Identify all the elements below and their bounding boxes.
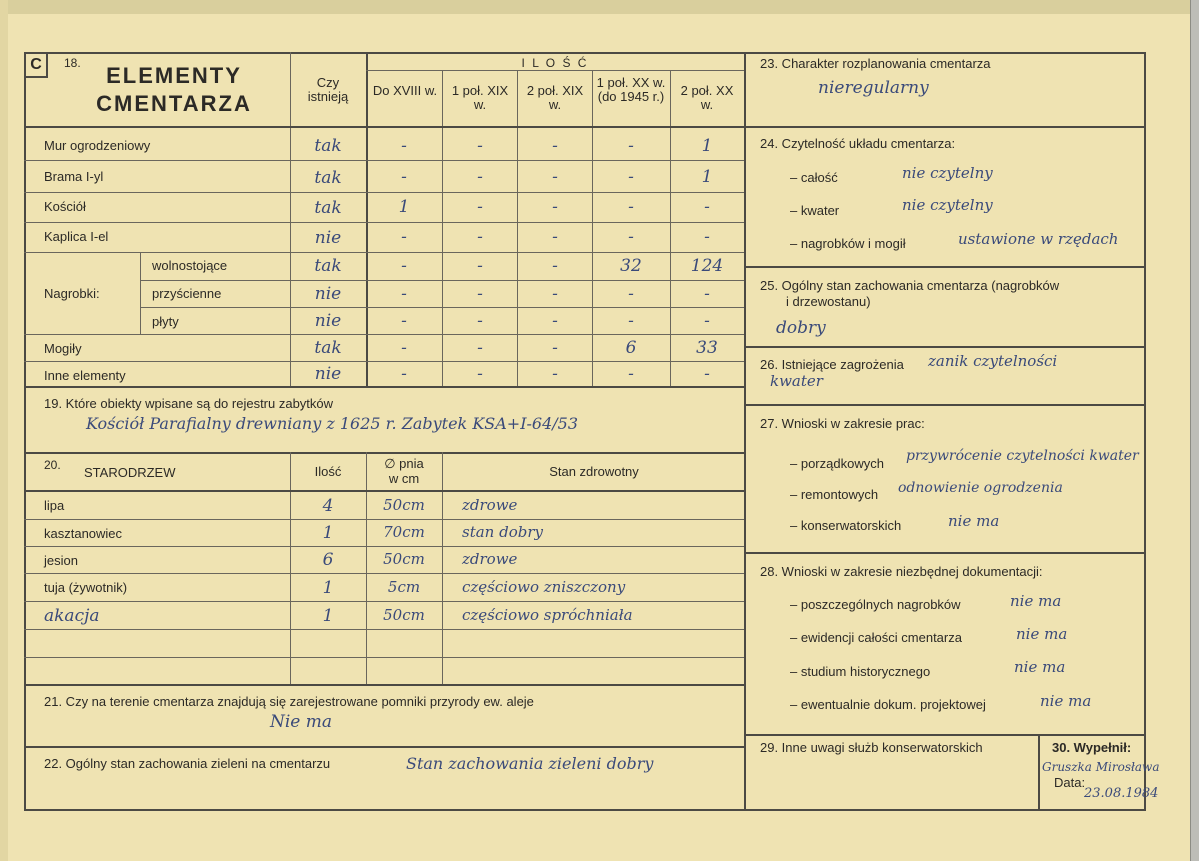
nagrobki-divider	[140, 252, 141, 334]
qty-cell: -	[477, 364, 483, 384]
section21-answer: Nie ma	[270, 712, 333, 732]
exists-value: nie	[314, 311, 342, 331]
exists-value: nie	[314, 364, 342, 384]
exists-value: tak	[314, 168, 342, 188]
row-line	[140, 280, 744, 281]
row-label: wolnostojące	[152, 258, 228, 273]
row-line	[24, 222, 744, 223]
col-divider-2	[517, 70, 518, 386]
docs-item-label: – ewentualnie dokum. projektowej	[790, 697, 986, 712]
qty-cell: -	[628, 227, 634, 247]
section21-label: 21. Czy na terenie cmentarza znajdują się zarejestrowane pomniki przyrody ew. aleje	[44, 694, 534, 709]
card-left-edge	[0, 0, 8, 861]
qty-cell: -	[704, 197, 710, 217]
qty-cell: 6	[625, 338, 637, 358]
nagrobki-label: Nagrobki:	[44, 286, 100, 301]
center-divider	[744, 52, 746, 811]
tree-name: lipa	[44, 498, 65, 513]
section20-title: STARODRZEW	[84, 465, 176, 480]
section19-bottom	[24, 452, 744, 454]
works-item-label: – porządkowych	[790, 456, 884, 471]
section18-title-line1: ELEMENTY	[106, 63, 242, 88]
section27-bottom	[744, 552, 1146, 554]
qty-cell: -	[628, 311, 634, 331]
row-line	[24, 546, 744, 547]
row-line	[24, 361, 744, 362]
row-line	[24, 629, 744, 630]
qty-header-line	[366, 70, 744, 71]
col-header-2-xx: 2 poł. XX w.	[680, 83, 734, 112]
col-header-xviii: Do XVIII w.	[372, 83, 438, 98]
docs-item-answer: nie ma	[1040, 692, 1092, 710]
section20-header-bottom	[24, 490, 744, 492]
row-label: przyścienne	[152, 286, 222, 301]
qty-cell: -	[552, 364, 558, 384]
exists-value: tak	[314, 198, 342, 218]
tree-qty: 6	[322, 550, 334, 570]
row-label: Kościół	[44, 199, 86, 214]
readability-item-label: – całość	[790, 170, 838, 185]
works-item-answer: nie ma	[948, 512, 1000, 530]
section24-bottom	[744, 266, 1146, 268]
qty-cell: -	[552, 284, 558, 304]
qty-cell: -	[628, 167, 634, 187]
qty-cell: -	[628, 364, 634, 384]
section19-answer: Kościół Parafialny drewniany z 1625 r. Zabytek KSA+I-64/53	[86, 414, 579, 433]
qty-cell: 1	[701, 167, 713, 187]
section23-bottom	[744, 126, 1146, 128]
section22-label: 22. Ogólny stan zachowania zieleni na cmentarzu	[44, 756, 331, 771]
qty-cell: -	[704, 284, 710, 304]
row-label: płyty	[152, 314, 179, 329]
exists-value: tak	[314, 338, 342, 358]
col-header-1-xix: 1 poł. XIX w.	[451, 83, 509, 112]
qty-cell: -	[477, 338, 483, 358]
tree-name: kasztanowiec	[44, 526, 123, 541]
row-line	[24, 252, 744, 253]
qty-cell: -	[552, 338, 558, 358]
qty-cell: -	[704, 311, 710, 331]
qty-cell: -	[401, 136, 407, 156]
section25-label-line1: 25. Ogólny stan zachowania cmentarza (nagrobków	[760, 278, 1060, 293]
section28-label: 28. Wnioski w zakresie niezbędnej dokumentacji:	[760, 564, 1043, 579]
tree-health: częściowo zniszczony	[462, 578, 626, 596]
exists-value: nie	[314, 284, 342, 304]
row-line	[24, 192, 744, 193]
row-label: Mur ogrodzeniowy	[44, 138, 151, 153]
col-qty-header: Ilość	[314, 464, 342, 479]
col-divider-4	[670, 70, 671, 386]
exists-value: nie	[314, 228, 342, 248]
col-exists-header: Czy istnieją	[307, 75, 349, 104]
col-diam-header-line2: w cm	[388, 471, 420, 486]
tree-diameter: 70cm	[383, 523, 425, 541]
docs-item-label: – poszczególnych nagrobków	[790, 597, 961, 612]
section18-number: 18.	[64, 56, 81, 70]
section26-bottom	[744, 404, 1146, 406]
qty-cell: -	[401, 311, 407, 331]
qty-cell: -	[401, 227, 407, 247]
section29-label: 29. Inne uwagi służb konserwatorskich	[760, 740, 983, 755]
section28-bottom	[744, 734, 1146, 736]
qty-cell: -	[552, 167, 558, 187]
filled-by-name: Gruszka Mirosława	[1042, 760, 1160, 774]
tree-diameter: 5cm	[387, 578, 421, 596]
qty-cell: -	[628, 136, 634, 156]
qty-cell: -	[628, 284, 634, 304]
col-header-2-xix: 2 poł. XIX w.	[526, 83, 584, 112]
section25-label-line2: i drzewostanu)	[786, 294, 871, 309]
card-edge-line	[1190, 0, 1191, 861]
section23-answer: nieregularny	[818, 78, 929, 98]
qty-cell: 124	[690, 256, 724, 276]
section26-answer-line2: kwater	[770, 372, 823, 390]
tree-health: zdrowe	[462, 550, 518, 568]
section24-label: 24. Czytelność układu cmentarza:	[760, 136, 956, 151]
date-value: 23.08.1984	[1084, 786, 1159, 801]
tree-diameter: 50cm	[383, 606, 425, 624]
section18-title	[64, 62, 284, 118]
works-item-label: – remontowych	[790, 487, 879, 502]
tree-health: częściowo spróchniała	[462, 606, 633, 624]
qty-cell: -	[704, 364, 710, 384]
date-label: Data:	[1054, 775, 1086, 790]
tree-health: stan dobry	[462, 523, 543, 541]
readability-item-label: – kwater	[790, 203, 840, 218]
section27-label: 27. Wnioski w zakresie prac:	[760, 416, 925, 431]
docs-item-answer: nie ma	[1016, 625, 1068, 643]
tree-qty: 1	[322, 578, 334, 598]
s20-col-divider-3	[442, 452, 443, 684]
card-code-box: C	[24, 52, 48, 78]
qty-divider	[366, 52, 368, 386]
qty-cell: 1	[398, 197, 410, 217]
section20-bottom	[24, 684, 744, 686]
qty-cell: -	[477, 256, 483, 276]
col-divider-1	[442, 70, 443, 386]
works-item-answer: odnowienie ogrodzenia	[898, 480, 1063, 496]
docs-item-label: – studium historycznego	[790, 664, 931, 679]
col-qty-group-header: I L O Ś Ć	[521, 56, 589, 70]
section22-answer: Stan zachowania zieleni dobry	[406, 754, 654, 773]
qty-cell: -	[401, 167, 407, 187]
card-right-edge	[1191, 0, 1199, 861]
row-line	[24, 601, 744, 602]
docs-item-answer: nie ma	[1010, 592, 1062, 610]
readability-item-answer: ustawione w rzędach	[958, 230, 1119, 248]
qty-cell: -	[401, 338, 407, 358]
s20-col-divider-2	[366, 452, 367, 684]
row-label: Mogiły	[44, 341, 82, 356]
tree-qty: 1	[322, 606, 334, 626]
qty-cell: 32	[620, 256, 642, 276]
col-state-header: Stan zdrowotny	[549, 464, 639, 479]
exists-value: tak	[314, 136, 342, 156]
qty-cell: -	[628, 197, 634, 217]
qty-cell: -	[552, 311, 558, 331]
tree-health: zdrowe	[462, 496, 518, 514]
qty-cell: -	[477, 311, 483, 331]
qty-cell: -	[477, 284, 483, 304]
docs-item-answer: nie ma	[1014, 658, 1066, 676]
qty-cell: -	[401, 284, 407, 304]
readability-item-answer: nie czytelny	[902, 196, 993, 214]
exists-value: tak	[314, 256, 342, 276]
row-label: Inne elementy	[44, 368, 126, 383]
qty-cell: -	[401, 256, 407, 276]
section18-header-bottom	[24, 126, 744, 128]
row-line	[24, 334, 744, 335]
section23-label: 23. Charakter rozplanowania cmentarza	[760, 56, 991, 71]
section25-bottom	[744, 346, 1146, 348]
docs-item-label: – ewidencji całości cmentarza	[790, 630, 962, 645]
qty-cell: 33	[696, 338, 718, 358]
tree-name: jesion	[44, 553, 78, 568]
readability-item-answer: nie czytelny	[902, 164, 993, 182]
col-divider-3	[592, 70, 593, 386]
readability-item-label: – nagrobków i mogił	[790, 236, 906, 251]
qty-cell: -	[552, 197, 558, 217]
tree-diameter: 50cm	[383, 496, 425, 514]
qty-cell: -	[552, 227, 558, 247]
col-exists-divider	[290, 52, 291, 386]
row-line	[24, 573, 744, 574]
col-diam-header-line1: ∅ pnia	[384, 456, 424, 471]
tree-name: tuja (żywotnik)	[44, 580, 128, 595]
qty-cell: -	[477, 167, 483, 187]
section18-bottom	[24, 386, 744, 388]
qty-cell: -	[401, 364, 407, 384]
row-line	[24, 519, 744, 520]
qty-cell: -	[477, 197, 483, 217]
row-line	[140, 307, 744, 308]
qty-cell: -	[477, 136, 483, 156]
row-line	[24, 160, 744, 161]
section19-label: 19. Które obiekty wpisane są do rejestru zabytków	[44, 396, 334, 411]
section21-bottom	[24, 746, 744, 748]
works-item-answer: przywrócenie czytelności kwater	[906, 448, 1139, 464]
row-label: Brama I-yl	[44, 169, 104, 184]
section30-label: 30. Wypełnił:	[1052, 740, 1132, 755]
section29-30-divider	[1038, 734, 1040, 811]
row-line	[24, 657, 744, 658]
s20-col-divider-1	[290, 452, 291, 684]
section25-answer: dobry	[776, 318, 826, 338]
qty-cell: -	[552, 136, 558, 156]
qty-cell: -	[704, 227, 710, 247]
section20-number: 20.	[44, 458, 61, 472]
tree-diameter: 50cm	[383, 550, 425, 568]
section18-title-line2: CMENTARZA	[96, 91, 252, 116]
tree-name: akacja	[44, 606, 100, 626]
works-item-label: – konserwatorskich	[790, 518, 902, 533]
section26-label: 26. Istniejące zagrożenia	[760, 357, 904, 372]
card-top-band	[0, 0, 1199, 14]
col-header-1-xx: 1 poł. XX w. (do 1945 r.)	[596, 75, 666, 104]
row-label: Kaplica I-el	[44, 229, 109, 244]
qty-cell: 1	[701, 136, 713, 156]
tree-qty: 4	[322, 496, 334, 516]
tree-qty: 1	[322, 523, 334, 543]
section26-answer-line1: zanik czytelności	[928, 352, 1058, 370]
qty-cell: -	[552, 256, 558, 276]
qty-cell: -	[477, 227, 483, 247]
